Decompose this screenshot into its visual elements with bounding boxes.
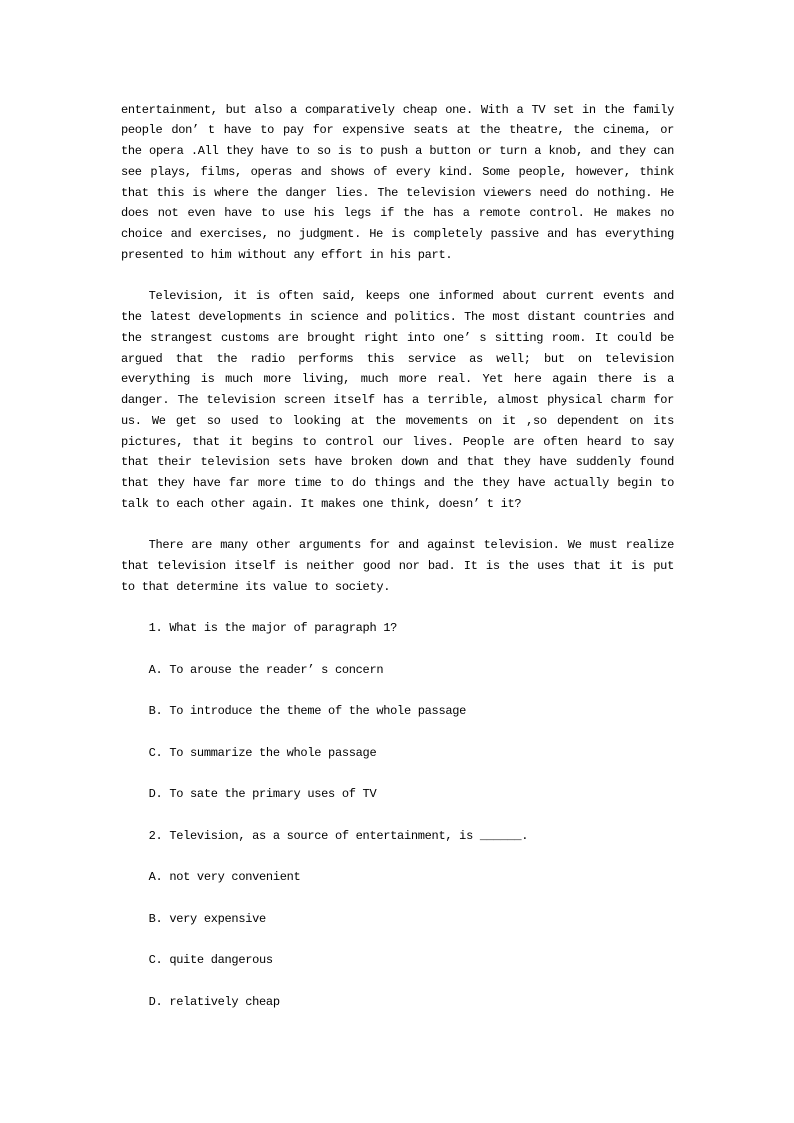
paragraph-2-line: the strangest customs are brought right into one’ s sitting room. It could be [121, 330, 674, 345]
option-text: not very convenient [169, 870, 301, 885]
paragraph-2-line: that they have far more time to do things and the they have actually begin to [121, 476, 674, 491]
paragraph-2-line: talk to each other again. It makes one think, doesn’ t it? [121, 496, 522, 511]
question-1 [121, 618, 674, 639]
paragraph-2-line: us. We get so used to looking at the movements on it ,so dependent on its [121, 413, 674, 428]
paragraph-2-line: danger. The television screen itself has a terrible, almost physical charm for [121, 393, 674, 408]
option-letter: A. [148, 870, 163, 885]
question-2-option-c [121, 950, 674, 971]
question-1-option-d [121, 784, 674, 805]
option-text: quite dangerous [169, 953, 273, 968]
option-letter: C. [148, 745, 163, 760]
paragraph-2-line: the latest developments in science and politics. The most distant countries and [121, 310, 674, 325]
question-1-option-c [121, 743, 674, 764]
question-1-option-b [121, 701, 674, 722]
paragraph-3 [121, 535, 674, 597]
question-2 [121, 826, 674, 847]
paragraph-1 [121, 100, 674, 266]
question-prompt: Television, as a source of entertainment, is ______. [169, 828, 529, 843]
paragraph-1-line: the opera .All they have to so is to push a button or turn a knob, and they can [121, 144, 674, 159]
reading-passage [121, 100, 674, 598]
option-letter: C. [148, 953, 163, 968]
paragraph-1-line: choice and exercises, no judgment. He is completely passive and has everything [121, 227, 674, 242]
option-text: To sate the primary uses of TV [169, 787, 377, 802]
option-letter: B. [148, 911, 163, 926]
question-2-option-b [121, 909, 674, 930]
question-2-option-d [121, 992, 674, 1013]
paragraph-1-line: people don’ t have to pay for expensive seats at the theatre, the cinema, or [121, 123, 674, 138]
question-2-group [121, 826, 674, 1013]
paragraph-2-line: argued that the radio performs this service as well; but on television [121, 351, 674, 366]
paragraph-2 [121, 286, 674, 514]
paragraph-2-line: Television, it is often said, keeps one informed about current events and [148, 289, 674, 304]
option-letter: A. [148, 662, 163, 677]
paragraph-3-line: There are many other arguments for and against television. We must realize [148, 538, 674, 553]
question-number: 1. [148, 621, 163, 636]
paragraph-1-line: see plays, films, operas and shows of every kind. Some people, however, think [121, 164, 674, 179]
paragraph-1-line: entertainment, but also a comparatively cheap one. With a TV set in the family [121, 102, 674, 117]
question-prompt: What is the major of paragraph 1? [169, 621, 398, 636]
option-text: To introduce the theme of the whole passage [169, 704, 467, 719]
questions-section [121, 618, 674, 1012]
paragraph-3-line: that television itself is neither good nor bad. It is the uses that it is put [121, 559, 674, 574]
option-letter: D. [148, 787, 163, 802]
option-text: To arouse the reader’ s concern [169, 662, 384, 677]
paragraph-2-line: pictures, that it begins to control our lives. People are often heard to say [121, 434, 674, 449]
option-text: relatively cheap [169, 994, 280, 1009]
question-1-option-a [121, 660, 674, 681]
question-number: 2. [148, 828, 163, 843]
option-text: To summarize the whole passage [169, 745, 377, 760]
question-2-option-a [121, 867, 674, 888]
option-letter: D. [148, 994, 163, 1009]
paragraph-1-line: presented to him without any effort in his part. [121, 247, 453, 262]
question-1-group [121, 618, 674, 805]
paragraph-1-line: does not even have to use his legs if the has a remote control. He makes no [121, 206, 674, 221]
option-text: very expensive [169, 911, 266, 926]
paragraph-2-line: everything is much more living, much more real. Yet here again there is a [121, 372, 674, 387]
document-page [121, 100, 674, 1034]
paragraph-3-line: to that determine its value to society. [121, 579, 391, 594]
option-letter: B. [148, 704, 163, 719]
paragraph-2-line: that their television sets have broken down and that they have suddenly found [121, 455, 674, 470]
paragraph-1-line: that this is where the danger lies. The television viewers need do nothing. He [121, 185, 674, 200]
